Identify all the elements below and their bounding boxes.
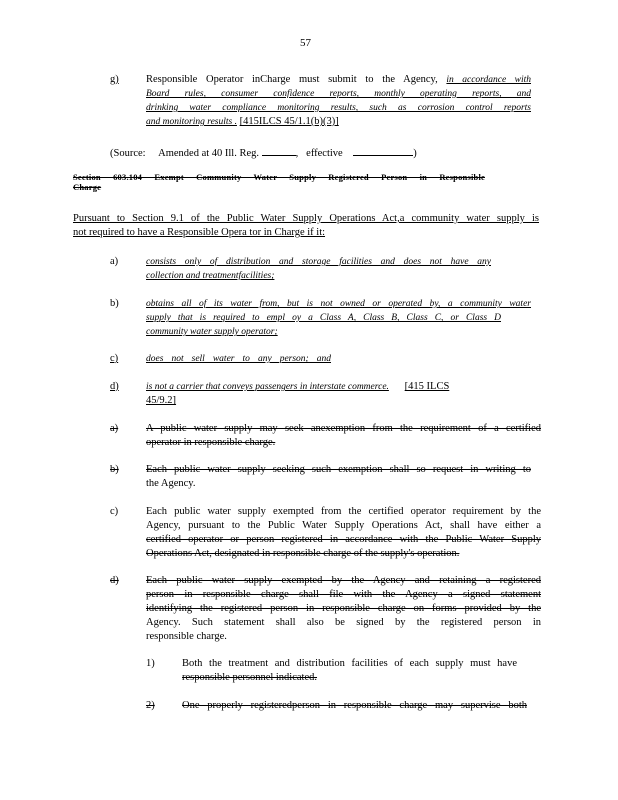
list-a-label: a) [110, 256, 119, 267]
item-g-label: g) [110, 74, 119, 85]
item-g-line4: and monitoring results . [146, 117, 237, 127]
list-b-label: b) [110, 298, 119, 309]
item-g-line2: Board rules, consumer confidence reports, monthly operating reports, and [146, 89, 531, 99]
struck-b-body: Each public water supply seeking such exemption shall so request in writing to the Agency. [146, 464, 531, 489]
item-g-line1: Responsible Operator inCharge must submit to the Agency, [146, 74, 438, 85]
intro-line2: not required to have a Responsible Opera tor in Charge if it: [73, 227, 326, 238]
item-g-line1-italic: in accordance with [446, 75, 531, 85]
list-b-body: obtains all of its water from, but is not owned or operated by, a community water supply that is required to empl oy a Class A, Class B, Class C, or Class D community water supply operator; [146, 299, 531, 337]
section-heading [73, 172, 485, 192]
item-g-cite: [415ILCS 45/1.1(b)(3)] [239, 116, 339, 127]
item-g-line3: drinking water compliance monitoring results, such as corrosion control reports [146, 103, 531, 113]
sub1-label: 1) [146, 658, 155, 669]
intro-line1: Pursuant to Section 9.1 of the Public Water Supply Operations Act,a community water supply is [73, 213, 539, 224]
struck-a-body: A public water supply may seek anexemption from the requirement of a certified operator in responsible charge. [146, 423, 541, 448]
sub2-label: 2) [146, 700, 155, 711]
para-d-label: d) [110, 575, 119, 586]
para-d-body: Each public water supply exempted by the Agency and retaining a registered person in responsible charge shall file with the Agency a signed statement identifying the registered person in responsible charge on forms provided by the Agency. Such statement shall also be signed by the registered person in responsible charge. [146, 575, 541, 642]
source-note: (Source: Amended at 40 Ill. Reg. , effective ) [110, 145, 417, 161]
sub2-body: One properly registeredperson in responsible charge may supervise both [182, 700, 527, 711]
list-c-body: does not sell water to any person; and [146, 354, 331, 364]
list-a-body: consists only of distribution and storage facilities and does not have any collection and treatmentfacilities; [146, 257, 491, 281]
item-g-body [146, 73, 531, 129]
list-c-label: c) [110, 353, 119, 364]
struck-b-label: b) [110, 464, 119, 475]
struck-a-label: a) [110, 423, 119, 434]
para-c-label: c) [110, 506, 119, 517]
list-d-label: d) [110, 381, 119, 392]
page-number: 57 [300, 37, 311, 49]
section-heading-line1: Section 603.104 Exempt Community Water Supply Registered Person in Responsible [73, 172, 485, 182]
para-c-body: Each public water supply exempted from the certified operator requirement by the Agency, pursuant to the Public Water Supply Operations Act, shall have either a certified operator or person registered in accordance with the Public Water Supply Operations Act, designated in responsible charge of the supply's operation. [146, 506, 541, 559]
section-heading-line2: Charge [73, 182, 102, 192]
list-d-body: is not a carrier that conveys passengers in interstate commerce. [415 ILCS 45/9.2] [146, 381, 450, 406]
sub1-body: Both the treatment and distribution facilities of each supply must have responsible personnel indicated. [182, 658, 517, 683]
intro-paragraph [73, 212, 539, 240]
